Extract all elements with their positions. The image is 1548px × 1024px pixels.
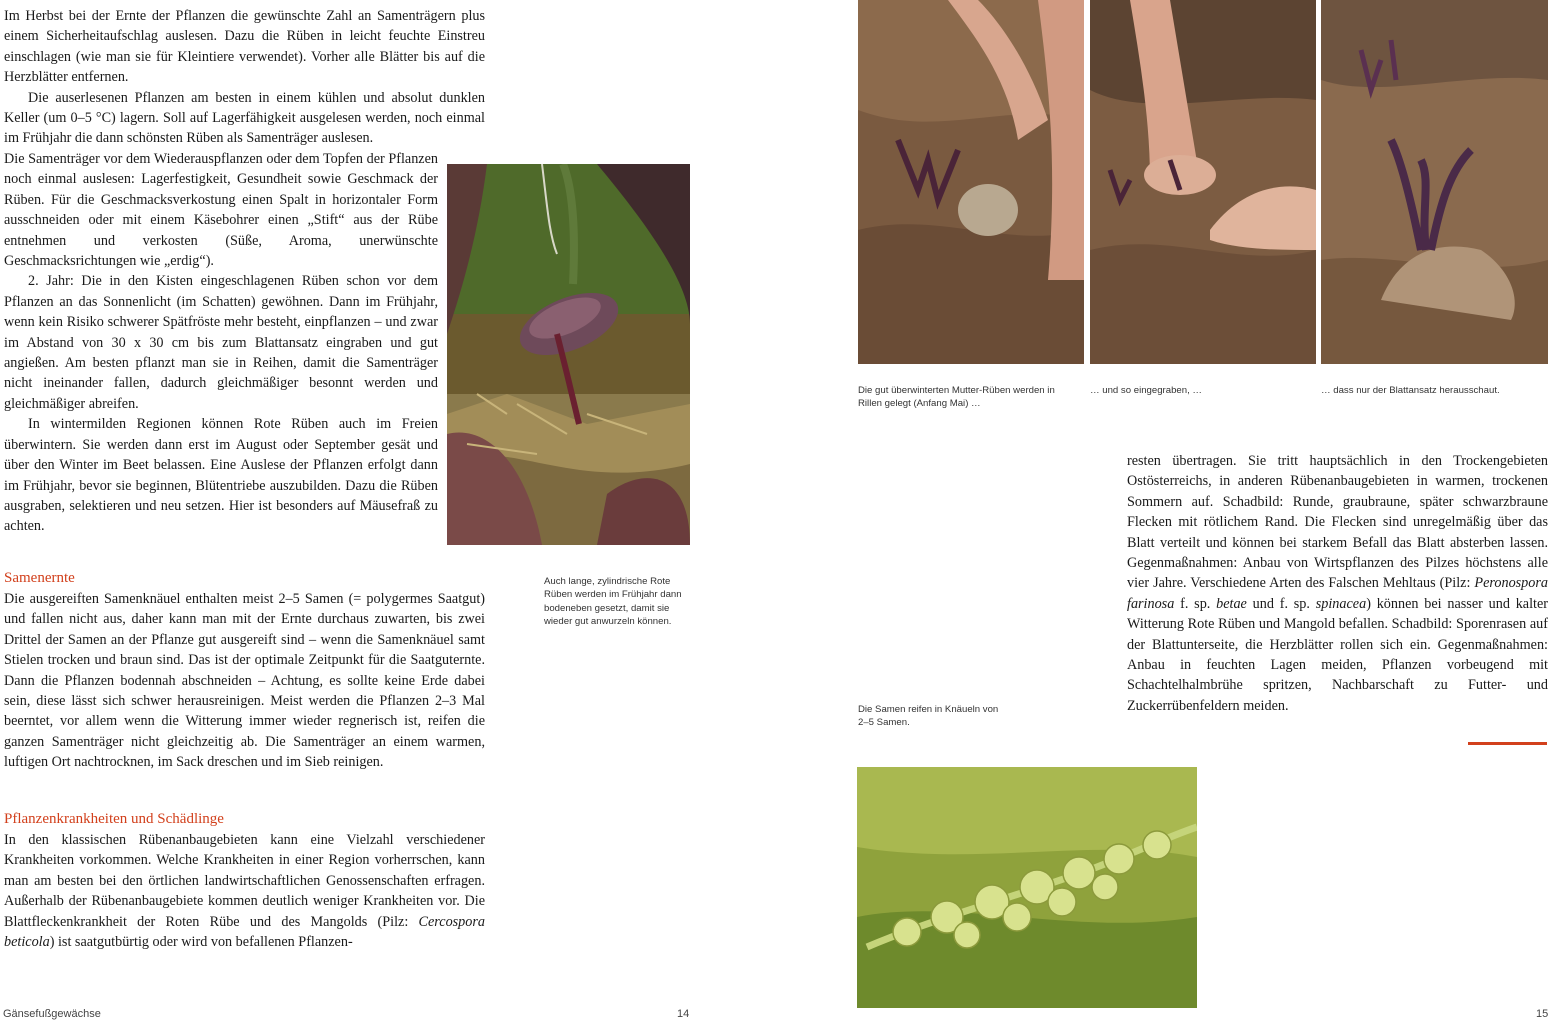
- samenernte-section: [4, 567, 485, 773]
- planting-photo-1: [858, 0, 1084, 364]
- wrap-paragraph-1: Die Samenträger vor dem Wiederauspflanzen oder dem Topfen der Pflanzen noch einmal auslesen: Lagerfestigkeit, Gesundheit sowie Geschmack der Rüben. Für die Geschmacksverkostung einen Spalt in horizontaler Form ausschneiden oder mit einem Käsebohrer einen „Stift“ aus der Rübe entnehmen und verkosten (Süße, Aroma, unerwünschte Geschmacksrichtungen wie „erdig“).: [4, 151, 438, 270]
- footer-section-title: Gänsefußgewächse: [3, 1008, 101, 1020]
- heading-samenernte: Samenernte: [4, 570, 75, 586]
- krankheiten-text-2: ) ist saatgutbürtig oder wird von befallenen Pflanzen-: [49, 934, 353, 951]
- heading-krankheiten: Pflanzenkrankheiten und Schädlinge: [4, 811, 224, 827]
- photo-caption: Auch lange, zylindrische Rote Rüben werden im Frühjahr dann bodeneben gesetzt, damit sie wieder gut anwurzeln können.: [544, 576, 682, 628]
- intro-column: [4, 6, 485, 149]
- planting-photo-2: [1090, 0, 1316, 364]
- latin-spinacea: spinacea: [1315, 595, 1367, 612]
- page-number-left: 14: [677, 1008, 690, 1020]
- latin-peronospora: Peronospora farinosa: [1127, 575, 1548, 612]
- planting-photo-3: [1321, 0, 1548, 364]
- krankheiten-section: [4, 808, 485, 952]
- right-text-column: [1127, 451, 1548, 716]
- right-paragraph: [1127, 451, 1548, 716]
- right-text-3: und f. sp.: [1246, 595, 1316, 612]
- caption-seeds: Die Samen reifen in Knäueln von 2–5 Samen.: [858, 704, 999, 729]
- caption-photo-2: … und so eingegraben, …: [1090, 385, 1203, 396]
- right-page: [774, 0, 1548, 1024]
- krankheiten-text-1: In den klassischen Rübenanbaugebieten kann eine Vielzahl verschiedener Krankheiten vorkommen. Welche Krankheiten in einer Region vorherrschen, kann man am besten bei den örtlichen landwirtschaftlichen Genossenschaften erfragen. Außerhalb der Rübenanbaugebiete kommen deutlich weniger Krankheiten vor. Die Blattfleckenkrankheit der Roten Rübe und des Mangolds (Pilz:: [4, 832, 485, 930]
- krankheiten-paragraph: [4, 830, 485, 952]
- page-number-right: 15: [1536, 1008, 1548, 1020]
- wrap-column: [4, 149, 438, 537]
- section-end-rule: [1468, 742, 1547, 745]
- wrap-paragraph-3: In wintermilden Regionen können Rote Rüben auch im Freien überwintern. Sie werden dann erst im August oder September gesät und über den Winter im Beet belassen. Eine Auslese der Pflanzen erfolgt dann im Frühjahr, bevor sie beginnen, Blütentriebe auszubilden. Dazu die Rüben ausgraben, selektieren und neu setzen. Hier ist besonders auf Mäusefraß zu achten.: [4, 416, 438, 535]
- seed-cluster-photo: [857, 767, 1197, 1008]
- latin-cercospora: Cercospora beticola: [4, 913, 485, 951]
- right-text-2: f. sp.: [1174, 595, 1217, 612]
- caption-photo-3: … dass nur der Blattansatz herausschaut.: [1321, 385, 1500, 396]
- latin-betae: betae: [1216, 595, 1247, 612]
- caption-photo-1: Die gut überwinterten Mutter-Rüben werden in Rillen gelegt (Anfang Mai) …: [858, 385, 1055, 410]
- beet-seed-bearer-photo: [447, 164, 690, 545]
- right-text-4: ) können bei nasser und kalter Witterung Rote Rüben und Mangold befallen. Schadbild: Sporenrasen auf der Blattunterseite, die Herzblätter rollen sich ein. Gegenmaßnahmen: Anbau in feuchten Lagen meiden, Pflanzen vorbeugend mit Schachtelhalmbrühe spritzen, Nachbarschaft zu Futter- und Zuckerrübenfeldern meiden.: [1127, 595, 1548, 714]
- wrap-paragraph-2: 2. Jahr: Die in den Kisten eingeschlagenen Rüben schon vor dem Pflanzen an das Sonnenlicht (im Schatten) gewöhnen. Dann im Frühjahr, wenn kein Risiko schwerer Spätfröste mehr besteht, einpflanzen – und zwar im Abstand von 30 x 30 cm bis zum Blattansatz eingraben und gut angießen. Am besten pflanzt man sie in Reihen, damit die Samenträger nicht ineinander fallen, dadurch gleichmäßiger besonnt werden und gleichmäßiger abreifen.: [4, 273, 438, 412]
- right-text-1: resten übertragen. Sie tritt hauptsächlich in den Trockengebieten Ostösterreichs, in anderen Rübenanbaugebieten in warmen, trockenen Sommern auf. Schadbild: Runde, graubraune, später schwarzbraune Flecken mit rötlichem Rand. Die Flecken sind unregelmäßig über das Blatt verteilt und können bei starkem Befall das Blatt absterben lassen. Gegenmaßnahmen: Anbau von Wirtspflanzen des Pilzes höchstens alle vier Jahre. Verschiedene Arten des Falschen Mehltaus (Pilz:: [1127, 453, 1548, 592]
- intro-paragraph-2: Die auserlesenen Pflanzen am besten in einem kühlen und absolut dunklen Keller (um 0–5 °C) lagern. Soll auf Lagerfähigkeit ausgelesen werden, noch einmal im Frühjahr die dann schönsten Rüben als Samenträger auslesen.: [4, 89, 485, 147]
- intro-paragraph-1: Im Herbst bei der Ernte der Pflanzen die gewünschte Zahl an Samenträgern plus einem Sicherheitaufschlag auslesen. Dazu die Rüben in leicht feuchte Einstreu einschlagen (wie man sie für Kleintiere verwendet). Vorher alle Blätter bis auf die Herzblätter entfernen.: [4, 8, 485, 86]
- samenernte-paragraph: Die ausgereiften Samenknäuel enthalten meist 2–5 Samen (= polygermes Saatgut) und fallen nicht aus, daher kann man mit der Ernte durchaus zuwarten, bis zwei Drittel der Samen an der Pflanze gut ausgereift sind – wenn die Samenknäuel samt Stielen trocken und braun sind. Das ist der optimale Zeitpunkt für die Saatguternte. Dann die Pflanzen bodennah abschneiden – Achtung, es sollte keine Erde dabei sein, diese lässt sich schwer herausreinigen. Meist werden die Pflanzen 2–3 Mal beerntet, vor allem wenn die Witterung immer wieder regnerisch ist, reifen die ganzen Samenträger nicht gleichzeitig ab. Die Samenträger an einem warmen, luftigen Ort nachtrocknen, im Sack dreschen und im Sieb reinigen.: [4, 591, 485, 771]
